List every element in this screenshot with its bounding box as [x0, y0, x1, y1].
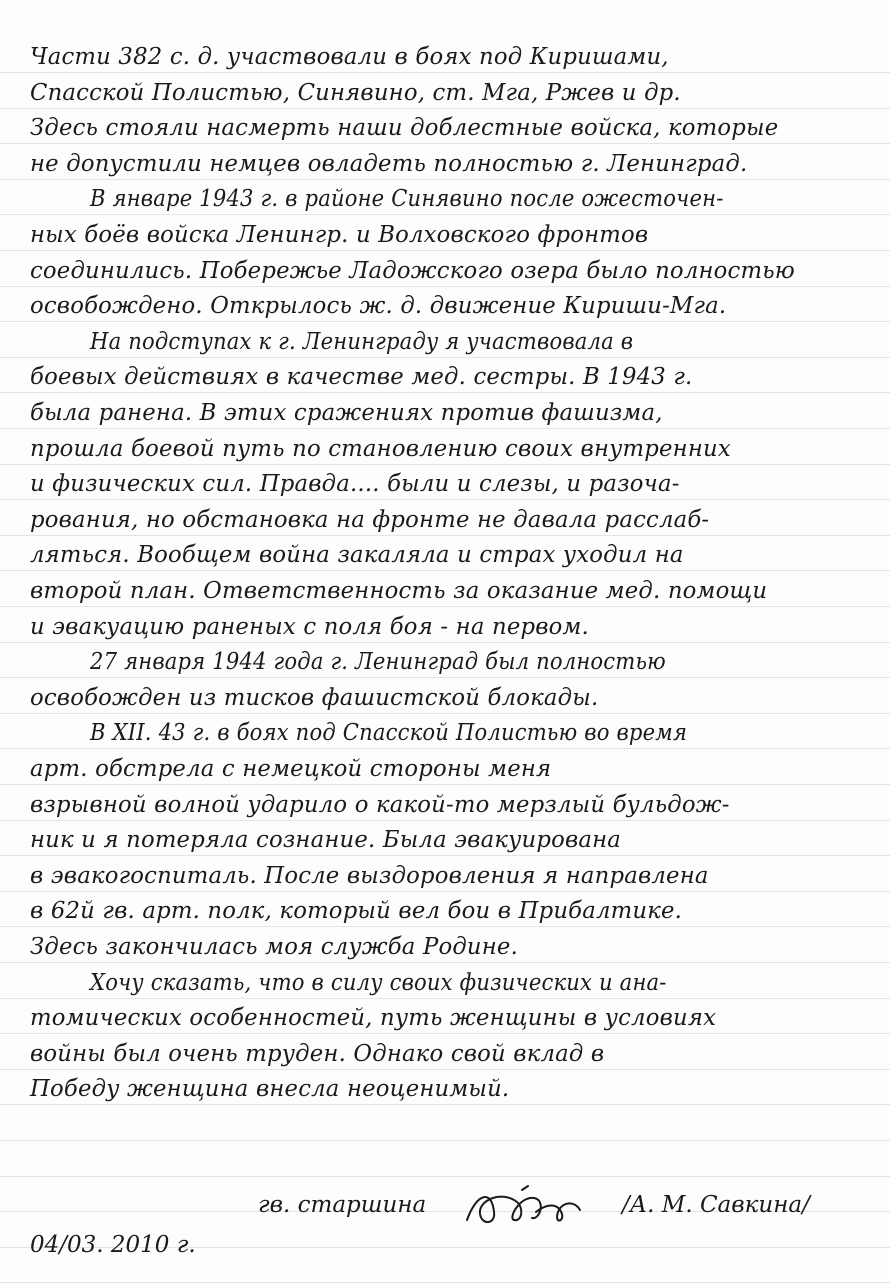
ruled-line [0, 464, 890, 465]
ruled-line [0, 428, 890, 429]
ruled-line [0, 1033, 890, 1034]
handwritten-line: В январе 1943 г. в районе Синявино после ожесточен- [90, 186, 724, 213]
ruled-line [0, 891, 890, 892]
handwritten-line: и физических сил. Правда.... были и слезы, и разоча- [30, 471, 680, 498]
handwritten-line: в 62й гв. арт. полк, который вел бои в Прибалтике. [30, 898, 683, 925]
ruled-line [0, 286, 890, 287]
handwritten-line: Спасской Полистью, Синявино, ст. Мга, Ржев и др. [30, 79, 681, 106]
ruled-line [0, 642, 890, 643]
ruled-line [0, 820, 890, 821]
signature-name: /А. М. Савкина/ [622, 1192, 810, 1218]
ruled-line [0, 998, 890, 999]
handwritten-line: Победу женщина внесла неоценимый. [30, 1076, 510, 1103]
signature-rank: гв. старшина [258, 1192, 427, 1218]
ruled-line [0, 392, 890, 393]
ruled-line [0, 250, 890, 251]
handwritten-line: была ранена. В этих сражениях против фашизма, [30, 400, 663, 426]
handwritten-line: Здесь закончилась моя служба Родине. [30, 934, 519, 960]
handwritten-line: Части 382 с. д. участвовали в боях под Киришами, [30, 44, 669, 70]
ruled-line [0, 748, 890, 749]
ruled-line [0, 1140, 890, 1141]
ruled-line [0, 214, 890, 215]
handwritten-line: второй план. Ответственность за оказание мед. помощи [30, 578, 768, 604]
ruled-line [0, 1069, 890, 1070]
ruled-line [0, 926, 890, 927]
ruled-line [0, 855, 890, 856]
ruled-line [0, 606, 890, 607]
ruled-line [0, 713, 890, 714]
handwritten-line: Здесь стояли насмерть наши доблестные войска, которые [30, 115, 779, 142]
handwritten-line: боевых действиях в качестве мед. сестры. В 1943 г. [30, 364, 693, 391]
handwritten-line: не допустили немцев овладеть полностью г. Ленинград. [30, 150, 748, 177]
ruled-line [0, 499, 890, 500]
handwritten-line: ляться. Вообщем война закаляла и страх уходил на [30, 542, 684, 569]
handwritten-line: ных боёв войска Ленингр. и Волховского фронтов [30, 222, 649, 248]
handwritten-line: На подступах к г. Ленинграду я участвовала в [90, 328, 634, 355]
ruled-line [0, 1176, 890, 1177]
ruled-line [0, 143, 890, 144]
ruled-line [0, 321, 890, 322]
ruled-line [0, 570, 890, 571]
handwritten-line: освобождено. Открылось ж. д. движение Кириши-Мга. [30, 293, 727, 320]
handwritten-line: рования, но обстановка на фронте не давала расслаб- [30, 506, 710, 533]
handwritten-line: Хочу сказать, что в силу своих физических и ана- [90, 969, 667, 996]
handwritten-line: соединились. Побережье Ладожского озера было полностью [30, 257, 795, 284]
ruled-line [0, 784, 890, 785]
ruled-line [0, 677, 890, 678]
ruled-line [0, 357, 890, 358]
ruled-line [0, 535, 890, 536]
ruled-line [0, 72, 890, 73]
ruled-line [0, 108, 890, 109]
ruled-line [0, 962, 890, 963]
ruled-line [0, 1104, 890, 1105]
handwritten-line: томических особенностей, путь женщины в условиях [30, 1005, 717, 1032]
handwritten-line: взрывной волной ударило о какой-то мерзлый бульдож- [30, 791, 730, 818]
handwritten-line: войны был очень труден. Однако свой вклад в [30, 1040, 605, 1067]
handwritten-line: прошла боевой путь по становлению своих внутренних [30, 435, 731, 462]
ruled-line [0, 179, 890, 180]
handwritten-line: ник и я потеряла сознание. Была эвакуирована [30, 827, 622, 854]
handwritten-line: в эвакогоспиталь. После выздоровления я направлена [30, 862, 709, 889]
handwritten-line: и эвакуацию раненых с поля боя - на первом. [30, 613, 589, 640]
handwritten-line: 27 января 1944 года г. Ленинград был полностью [90, 649, 666, 676]
signature-date: 04/03. 2010 г. [30, 1232, 196, 1258]
handwritten-signature [462, 1182, 592, 1232]
handwritten-line: В XII. 43 г. в боях под Спасской Полистью во время [90, 720, 688, 747]
handwritten-line: арт. обстрела с немецкой стороны меня [30, 756, 552, 782]
handwritten-line: освобожден из тисков фашистской блокады. [30, 684, 599, 711]
